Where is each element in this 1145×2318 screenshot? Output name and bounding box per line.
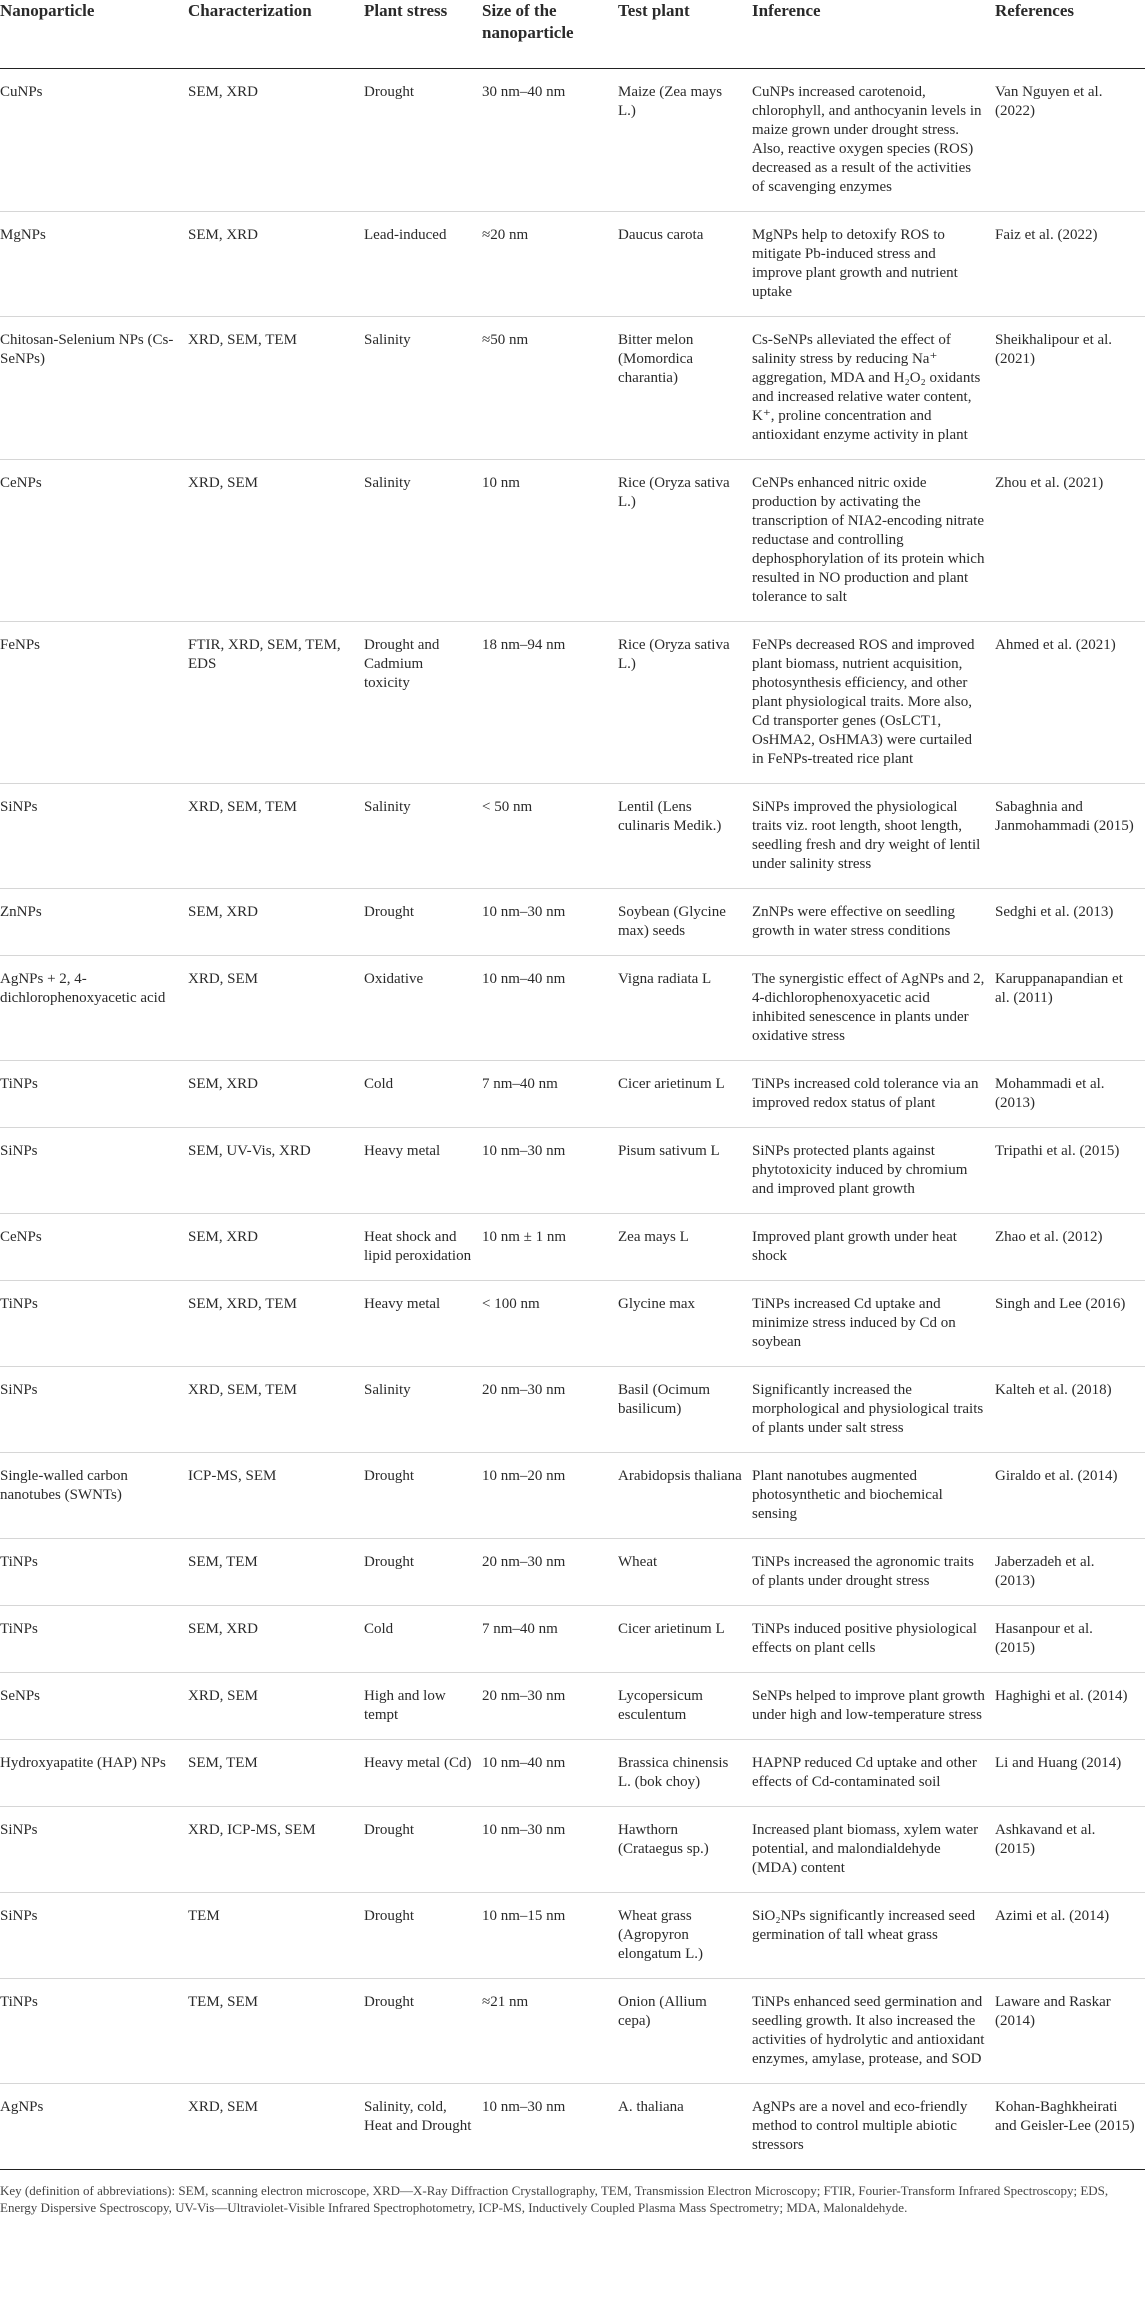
reference-cell: Giraldo et al. (2014) (995, 1453, 1145, 1539)
table-row (0, 2084, 1145, 2170)
column-header: Test plant (618, 0, 752, 69)
reference-cell: Ahmed et al. (2021) (995, 622, 1145, 784)
reference-cell: Sheikhalipour et al. (2021) (995, 317, 1145, 460)
table-row (0, 1807, 1145, 1893)
nanoparticle-cell: SiNPs (0, 1807, 188, 1893)
characterization-cell: SEM, XRD (188, 212, 364, 317)
size-cell: 20 nm–30 nm (482, 1539, 618, 1606)
inference-cell: SeNPs helped to improve plant growth under high and low-temperature stress (752, 1673, 995, 1740)
plant-stress-cell: Drought (364, 889, 482, 956)
plant-stress-cell: Lead-induced (364, 212, 482, 317)
table-row (0, 1539, 1145, 1606)
characterization-cell: XRD, SEM (188, 460, 364, 622)
size-cell: 20 nm–30 nm (482, 1673, 618, 1740)
column-header: Size of the nanoparticle (482, 0, 618, 69)
table-row (0, 1606, 1145, 1673)
nanoparticle-cell: TiNPs (0, 1061, 188, 1128)
nanoparticle-cell: TiNPs (0, 1281, 188, 1367)
plant-stress-cell: Heat shock and lipid peroxidation (364, 1214, 482, 1281)
characterization-cell: XRD, SEM (188, 956, 364, 1061)
test-plant-cell: Brassica chinensis L. (bok choy) (618, 1740, 752, 1807)
reference-cell: Azimi et al. (2014) (995, 1893, 1145, 1979)
nanoparticle-cell: CeNPs (0, 1214, 188, 1281)
table-row (0, 622, 1145, 784)
nanoparticle-cell: TiNPs (0, 1539, 188, 1606)
plant-stress-cell: Drought (364, 1893, 482, 1979)
size-cell: ≈21 nm (482, 1979, 618, 2084)
plant-stress-cell: Cold (364, 1606, 482, 1673)
characterization-cell: ICP-MS, SEM (188, 1453, 364, 1539)
size-cell: < 50 nm (482, 784, 618, 889)
column-header: Characterization (188, 0, 364, 69)
inference-cell: SiNPs protected plants against phytotoxicity induced by chromium and improved plant growth (752, 1128, 995, 1214)
test-plant-cell: Arabidopsis thaliana (618, 1453, 752, 1539)
reference-cell: Sabaghnia and Janmohammadi (2015) (995, 784, 1145, 889)
nanoparticle-cell: FeNPs (0, 622, 188, 784)
reference-cell: Van Nguyen et al. (2022) (995, 69, 1145, 212)
size-cell: 10 nm–30 nm (482, 1807, 618, 1893)
characterization-cell: SEM, UV-Vis, XRD (188, 1128, 364, 1214)
nanoparticle-cell: AgNPs (0, 2084, 188, 2170)
nanoparticle-cell: AgNPs + 2, 4-dichlorophenoxyacetic acid (0, 956, 188, 1061)
characterization-cell: XRD, ICP-MS, SEM (188, 1807, 364, 1893)
reference-cell: Singh and Lee (2016) (995, 1281, 1145, 1367)
table-row (0, 784, 1145, 889)
nanoparticle-cell: SiNPs (0, 784, 188, 889)
plant-stress-cell: Drought (364, 69, 482, 212)
characterization-cell: SEM, XRD, TEM (188, 1281, 364, 1367)
test-plant-cell: Hawthorn (Crataegus sp.) (618, 1807, 752, 1893)
table-row (0, 1979, 1145, 2084)
table-row (0, 1061, 1145, 1128)
characterization-cell: XRD, SEM, TEM (188, 1367, 364, 1453)
inference-cell: Increased plant biomass, xylem water potential, and malondialdehyde (MDA) content (752, 1807, 995, 1893)
test-plant-cell: Soybean (Glycine max) seeds (618, 889, 752, 956)
table-row (0, 889, 1145, 956)
nanoparticle-cell: CeNPs (0, 460, 188, 622)
reference-cell: Li and Huang (2014) (995, 1740, 1145, 1807)
reference-cell: Tripathi et al. (2015) (995, 1128, 1145, 1214)
size-cell: 10 nm–40 nm (482, 956, 618, 1061)
inference-cell: TiNPs increased Cd uptake and minimize stress induced by Cd on soybean (752, 1281, 995, 1367)
reference-cell: Laware and Raskar (2014) (995, 1979, 1145, 2084)
inference-cell: SiO₂NPs significantly increased seed germination of tall wheat grass (752, 1893, 995, 1979)
test-plant-cell: Onion (Allium cepa) (618, 1979, 752, 2084)
plant-stress-cell: Cold (364, 1061, 482, 1128)
inference-cell: FeNPs decreased ROS and improved plant biomass, nutrient acquisition, photosynthesis efficiency, and other plant physiological traits. More also, Cd transporter genes (OsLCT1, OsHMA2, OsHMA3) were curtailed in FeNPs-treated rice plant (752, 622, 995, 784)
size-cell: ≈20 nm (482, 212, 618, 317)
inference-cell: Improved plant growth under heat shock (752, 1214, 995, 1281)
inference-cell: TiNPs increased cold tolerance via an improved redox status of plant (752, 1061, 995, 1128)
test-plant-cell: Rice (Oryza sativa L.) (618, 460, 752, 622)
size-cell: 10 nm ± 1 nm (482, 1214, 618, 1281)
reference-cell: Hasanpour et al. (2015) (995, 1606, 1145, 1673)
plant-stress-cell: Drought (364, 1979, 482, 2084)
plant-stress-cell: High and low tempt (364, 1673, 482, 1740)
test-plant-cell: Vigna radiata L (618, 956, 752, 1061)
nanoparticle-cell: ZnNPs (0, 889, 188, 956)
characterization-cell: XRD, SEM (188, 2084, 364, 2170)
column-header: References (995, 0, 1145, 69)
reference-cell: Ashkavand et al. (2015) (995, 1807, 1145, 1893)
inference-cell: Cs-SeNPs alleviated the effect of salinity stress by reducing Na⁺ aggregation, MDA and H₂O₂ oxidants and increased relative water content, K⁺, proline concentration and antioxidant enzyme activity in plant (752, 317, 995, 460)
plant-stress-cell: Salinity, cold, Heat and Drought (364, 2084, 482, 2170)
table-row (0, 1128, 1145, 1214)
size-cell: 10 nm–30 nm (482, 2084, 618, 2170)
table-row (0, 1673, 1145, 1740)
reference-cell: Kohan-Baghkheirati and Geisler-Lee (2015) (995, 2084, 1145, 2170)
plant-stress-cell: Drought (364, 1807, 482, 1893)
test-plant-cell: Rice (Oryza sativa L.) (618, 622, 752, 784)
characterization-cell: TEM (188, 1893, 364, 1979)
table-row (0, 1214, 1145, 1281)
inference-cell: TiNPs increased the agronomic traits of plants under drought stress (752, 1539, 995, 1606)
size-cell: 30 nm–40 nm (482, 69, 618, 212)
inference-cell: TiNPs enhanced seed germination and seedling growth. It also increased the activities of hydrolytic and antioxidant enzymes, amylase, protease, and SOD (752, 1979, 995, 2084)
table-row (0, 1367, 1145, 1453)
characterization-cell: SEM, TEM (188, 1740, 364, 1807)
inference-cell: TiNPs induced positive physiological effects on plant cells (752, 1606, 995, 1673)
plant-stress-cell: Salinity (364, 460, 482, 622)
table-row (0, 460, 1145, 622)
inference-cell: SiNPs improved the physiological traits viz. root length, shoot length, seedling fresh and dry weight of lentil under salinity stress (752, 784, 995, 889)
test-plant-cell: Lycopersicum esculentum (618, 1673, 752, 1740)
test-plant-cell: A. thaliana (618, 2084, 752, 2170)
nanoparticle-cell: SiNPs (0, 1128, 188, 1214)
inference-cell: Plant nanotubes augmented photosynthetic and biochemical sensing (752, 1453, 995, 1539)
nanoparticle-cell: Single-walled carbon nanotubes (SWNTs) (0, 1453, 188, 1539)
plant-stress-cell: Oxidative (364, 956, 482, 1061)
nanoparticle-cell: MgNPs (0, 212, 188, 317)
characterization-cell: SEM, TEM (188, 1539, 364, 1606)
test-plant-cell: Bitter melon (Momordica charantia) (618, 317, 752, 460)
nanoparticle-cell: SiNPs (0, 1367, 188, 1453)
size-cell: 10 nm (482, 460, 618, 622)
table-row (0, 317, 1145, 460)
characterization-cell: FTIR, XRD, SEM, TEM, EDS (188, 622, 364, 784)
inference-cell: CuNPs increased carotenoid, chlorophyll, and anthocyanin levels in maize grown under drought stress. Also, reactive oxygen species (ROS) decreased as a result of the activities of scavenging enzymes (752, 69, 995, 212)
inference-cell: MgNPs help to detoxify ROS to mitigate Pb-induced stress and improve plant growth and nutrient uptake (752, 212, 995, 317)
size-cell: 10 nm–30 nm (482, 1128, 618, 1214)
reference-cell: Sedghi et al. (2013) (995, 889, 1145, 956)
size-cell: 7 nm–40 nm (482, 1606, 618, 1673)
size-cell: 18 nm–94 nm (482, 622, 618, 784)
table-row (0, 69, 1145, 212)
header-row (0, 0, 1145, 69)
column-header: Inference (752, 0, 995, 69)
nanoparticle-cell: SeNPs (0, 1673, 188, 1740)
test-plant-cell: Lentil (Lens culinaris Medik.) (618, 784, 752, 889)
inference-cell: The synergistic effect of AgNPs and 2, 4-dichlorophenoxyacetic acid inhibited senescence in plants under oxidative stress (752, 956, 995, 1061)
test-plant-cell: Zea mays L (618, 1214, 752, 1281)
test-plant-cell: Wheat (618, 1539, 752, 1606)
column-header: Nanoparticle (0, 0, 188, 69)
characterization-cell: SEM, XRD (188, 69, 364, 212)
characterization-cell: SEM, XRD (188, 1061, 364, 1128)
plant-stress-cell: Heavy metal (Cd) (364, 1740, 482, 1807)
test-plant-cell: Basil (Ocimum basilicum) (618, 1367, 752, 1453)
nanoparticle-cell: TiNPs (0, 1979, 188, 2084)
characterization-cell: SEM, XRD (188, 1214, 364, 1281)
plant-stress-cell: Drought (364, 1453, 482, 1539)
size-cell: 10 nm–20 nm (482, 1453, 618, 1539)
size-cell: 10 nm–30 nm (482, 889, 618, 956)
reference-cell: Jaberzadeh et al. (2013) (995, 1539, 1145, 1606)
size-cell: 20 nm–30 nm (482, 1367, 618, 1453)
characterization-cell: TEM, SEM (188, 1979, 364, 2084)
size-cell: 10 nm–40 nm (482, 1740, 618, 1807)
nanoparticle-cell: TiNPs (0, 1606, 188, 1673)
plant-stress-cell: Drought (364, 1539, 482, 1606)
characterization-cell: XRD, SEM (188, 1673, 364, 1740)
table-row (0, 212, 1145, 317)
reference-cell: Haghighi et al. (2014) (995, 1673, 1145, 1740)
inference-cell: HAPNP reduced Cd uptake and other effects of Cd-contaminated soil (752, 1740, 995, 1807)
size-cell: < 100 nm (482, 1281, 618, 1367)
nanoparticle-cell: SiNPs (0, 1893, 188, 1979)
table-row (0, 1893, 1145, 1979)
nanoparticle-cell: Chitosan-Selenium NPs (Cs-SeNPs) (0, 317, 188, 460)
size-cell: ≈50 nm (482, 317, 618, 460)
plant-stress-cell: Salinity (364, 784, 482, 889)
plant-stress-cell: Salinity (364, 1367, 482, 1453)
characterization-cell: XRD, SEM, TEM (188, 784, 364, 889)
test-plant-cell: Maize (Zea mays L.) (618, 69, 752, 212)
reference-cell: Kalteh et al. (2018) (995, 1367, 1145, 1453)
table-header (0, 0, 1145, 69)
characterization-cell: XRD, SEM, TEM (188, 317, 364, 460)
test-plant-cell: Daucus carota (618, 212, 752, 317)
inference-cell: ZnNPs were effective on seedling growth in water stress conditions (752, 889, 995, 956)
test-plant-cell: Pisum sativum L (618, 1128, 752, 1214)
table-row (0, 1281, 1145, 1367)
characterization-cell: SEM, XRD (188, 889, 364, 956)
test-plant-cell: Wheat grass (Agropyron elongatum L.) (618, 1893, 752, 1979)
reference-cell: Zhou et al. (2021) (995, 460, 1145, 622)
table-row (0, 1453, 1145, 1539)
test-plant-cell: Cicer arietinum L (618, 1606, 752, 1673)
inference-cell: Significantly increased the morphological and physiological traits of plants under salt stress (752, 1367, 995, 1453)
reference-cell: Zhao et al. (2012) (995, 1214, 1145, 1281)
inference-cell: AgNPs are a novel and eco-friendly method to control multiple abiotic stressors (752, 2084, 995, 2170)
column-header: Plant stress (364, 0, 482, 69)
table-row (0, 956, 1145, 1061)
plant-stress-cell: Heavy metal (364, 1281, 482, 1367)
size-cell: 7 nm–40 nm (482, 1061, 618, 1128)
table-body (0, 69, 1145, 2170)
plant-stress-cell: Salinity (364, 317, 482, 460)
reference-cell: Mohammadi et al. (2013) (995, 1061, 1145, 1128)
test-plant-cell: Cicer arietinum L (618, 1061, 752, 1128)
inference-cell: CeNPs enhanced nitric oxide production by activating the transcription of NIA2-encoding nitrate reductase and controlling dephosphorylation of its protein which resulted in NO production and plant tolerance to salt (752, 460, 995, 622)
size-cell: 10 nm–15 nm (482, 1893, 618, 1979)
abbreviation-key: Key (definition of abbreviations): SEM, scanning electron microscope, XRD—X-Ray Diffraction Crystallography, TEM, Transmission Electron Microscopy; FTIR, Fourier-Transform Infrared Spectroscopy; EDS, Energy Dispersive Spectroscopy, UV-Vis—Ultraviolet-Visible Infrared Spectrophotometry, ICP-MS, Inductively Coupled Plasma Mass Spectrometry; MDA, Malonaldehyde. (0, 2183, 1109, 2215)
nanoparticle-cell: CuNPs (0, 69, 188, 212)
table-row (0, 1740, 1145, 1807)
plant-stress-cell: Heavy metal (364, 1128, 482, 1214)
characterization-cell: SEM, XRD (188, 1606, 364, 1673)
test-plant-cell: Glycine max (618, 1281, 752, 1367)
plant-stress-cell: Drought and Cadmium toxicity (364, 622, 482, 784)
reference-cell: Karuppanapandian et al. (2011) (995, 956, 1145, 1061)
reference-cell: Faiz et al. (2022) (995, 212, 1145, 317)
nanoparticle-cell: Hydroxyapatite (HAP) NPs (0, 1740, 188, 1807)
